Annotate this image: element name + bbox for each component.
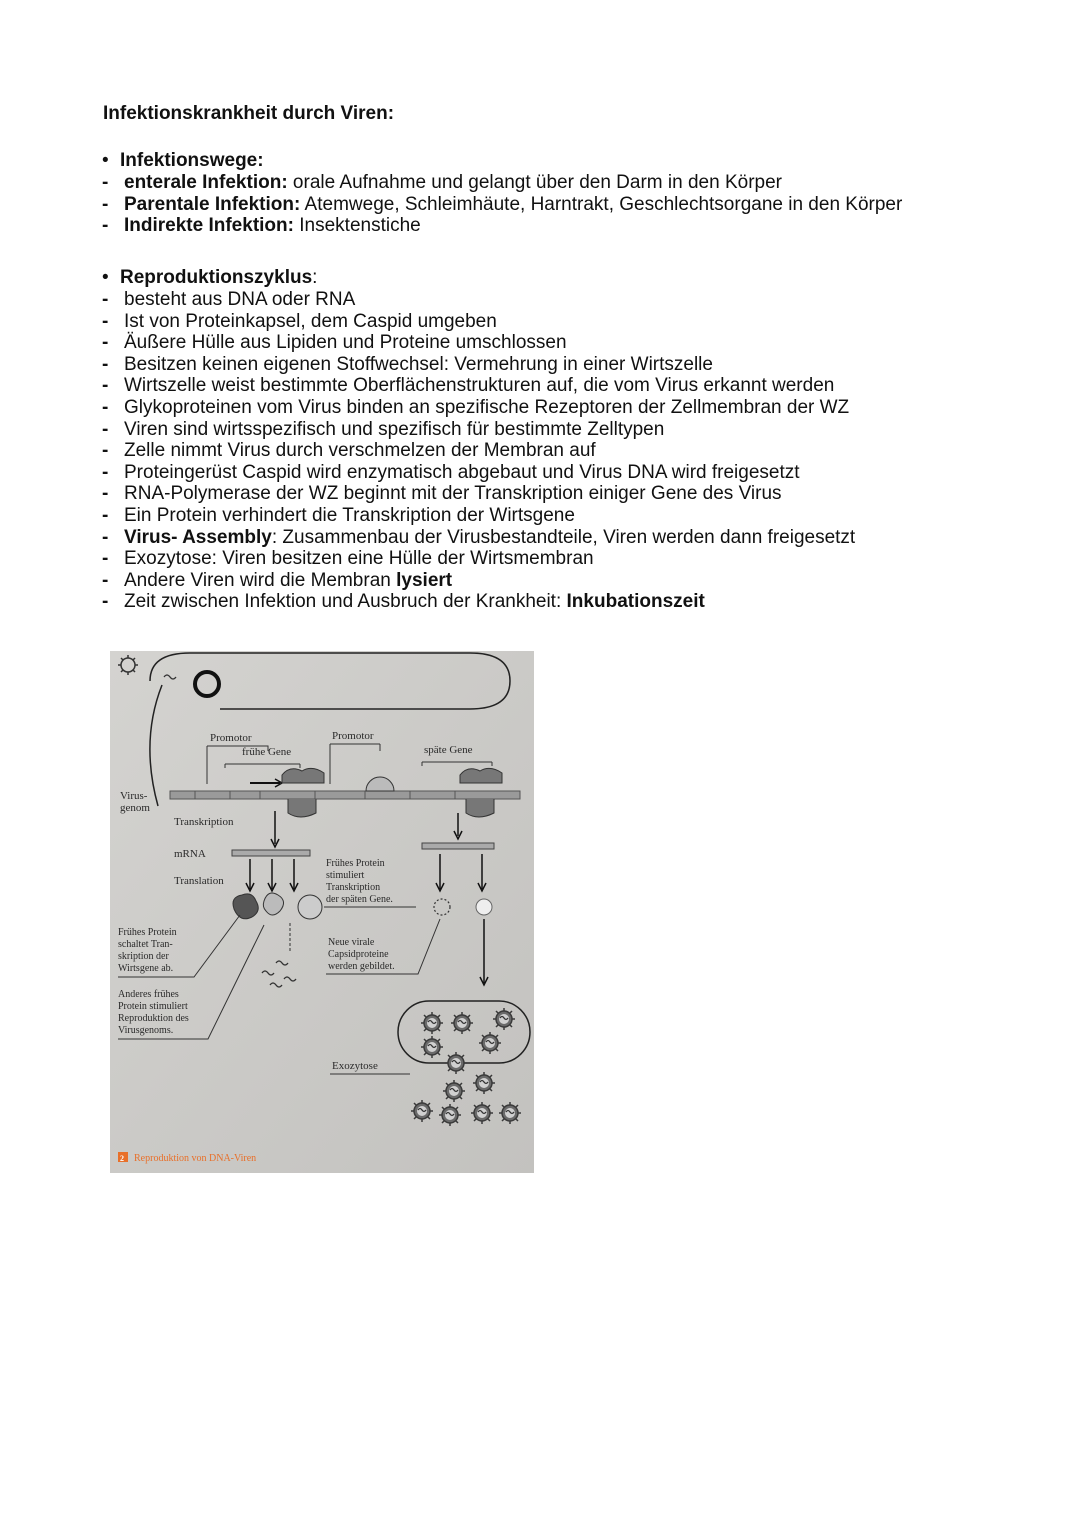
dash-icon: - xyxy=(102,310,109,332)
dash-icon: - xyxy=(102,440,109,462)
label-virus-genom-2: genom xyxy=(120,802,150,814)
label-translation: Translation xyxy=(174,875,224,887)
list-item: - Viren sind wirtsspezifisch und spezifisch für bestimmte Zelltypen xyxy=(102,418,665,440)
figure-svg xyxy=(110,651,534,1173)
dash-icon: - xyxy=(102,375,109,397)
section-title: • Reproduktionszyklus: xyxy=(102,267,318,288)
label-exozytose: Exozytose xyxy=(332,1060,378,1072)
dash-icon: - xyxy=(102,591,109,613)
label-fp-stim-1: Frühes Protein xyxy=(326,858,385,869)
virion-icon xyxy=(471,1102,493,1124)
virion-icon xyxy=(493,1008,515,1030)
label-fp-stim-2: stimuliert xyxy=(326,870,365,881)
label-fp-schaltet-2: schaltet Tran- xyxy=(118,939,173,950)
capsid-protein-icon xyxy=(476,899,492,915)
dash-icon: - xyxy=(102,396,109,418)
list-item: - besteht aus DNA oder RNA xyxy=(102,289,356,310)
virion-icon xyxy=(499,1102,521,1124)
label-promotor-2: Promotor xyxy=(332,730,374,742)
list-item: - Parentale Infektion: Atemwege, Schleimhäute, Harntrakt, Geschlechtsorgane in den Körper xyxy=(102,193,903,215)
infektionswege-list xyxy=(102,172,902,237)
label-fp-schaltet-3: skription der xyxy=(118,951,169,962)
virion-icon xyxy=(439,1104,461,1126)
list-item: - Zelle nimmt Virus durch verschmelzen der Membran auf xyxy=(102,440,596,462)
virion-icon xyxy=(451,1012,473,1034)
label-anderes-2: Protein stimuliert xyxy=(118,1001,188,1012)
dash-icon: - xyxy=(102,289,109,310)
dash-icon: - xyxy=(102,418,109,440)
figure-caption: Reproduktion von DNA-Viren xyxy=(134,1153,257,1164)
rna-polymerase-icon xyxy=(282,768,324,783)
bullet-icon: • xyxy=(102,267,109,288)
dash-icon: - xyxy=(102,526,109,548)
virion-icon xyxy=(421,1012,443,1034)
section-infektionswege xyxy=(102,150,902,237)
list-item: - enterale Infektion: orale Aufnahme und gelangt über den Darm in den Körper xyxy=(102,172,782,193)
dash-icon: - xyxy=(102,483,109,505)
list-item: - Glykoproteinen vom Virus binden an spezifische Rezeptoren der Zellmembran der WZ xyxy=(102,396,850,418)
label-transkription: Transkription xyxy=(174,816,234,828)
bullet-icon: • xyxy=(102,150,109,171)
label-fruehe-gene: frühe Gene xyxy=(242,746,292,758)
section-reproduktionszyklus xyxy=(102,267,855,613)
dash-icon: - xyxy=(102,332,109,354)
list-item: - RNA-Polymerase der WZ beginnt mit der Transkription einiger Gene des Virus xyxy=(102,483,782,505)
list-item: - Besitzen keinen eigenen Stoffwechsel: Vermehrung in einer Wirtszelle xyxy=(102,353,713,375)
label-virus-genom-1: Virus- xyxy=(120,790,148,802)
label-anderes-3: Reproduktion des xyxy=(118,1013,189,1024)
virion-icon xyxy=(473,1072,495,1094)
reproduktionszyklus-list xyxy=(102,289,855,613)
dna-virus-reproduction-figure xyxy=(110,651,534,1173)
label-neue-capsid-2: Capsidproteine xyxy=(328,949,389,960)
late-mrna-strand xyxy=(422,843,494,849)
label-fp-stim-4: der späten Gene. xyxy=(326,894,393,905)
virion-icon xyxy=(421,1036,443,1058)
dash-icon: - xyxy=(102,504,109,526)
virion-icon xyxy=(445,1052,467,1074)
virion-icon xyxy=(479,1032,501,1054)
label-anderes-1: Anderes frühes xyxy=(118,989,179,1000)
label-fp-schaltet-4: Wirtsgene ab. xyxy=(118,963,174,974)
rna-polymerase-icon xyxy=(460,768,502,783)
early-mrna-strand xyxy=(232,850,310,856)
caption-number: 2 xyxy=(120,1154,124,1163)
label-neue-capsid-3: werden gebildet. xyxy=(328,961,395,972)
dash-icon: - xyxy=(102,353,109,375)
virion-icon xyxy=(411,1100,433,1122)
list-item: - Andere Viren wird die Membran lysiert xyxy=(102,569,453,591)
list-item: - Virus- Assembly: Zusammenbau der Virusbestandteile, Viren werden dann freigesetzt xyxy=(102,526,856,548)
dash-icon: - xyxy=(102,548,109,570)
virion-icon xyxy=(443,1080,465,1102)
list-item: - Ist von Proteinkapsel, dem Caspid umgeben xyxy=(102,310,497,332)
virus-genome-strand xyxy=(170,791,520,799)
dash-icon: - xyxy=(102,569,109,591)
dash-icon: - xyxy=(102,193,109,215)
label-fp-stim-3: Transkription xyxy=(326,882,381,893)
dash-icon: - xyxy=(102,215,109,237)
early-protein-3-icon xyxy=(298,895,322,919)
figure-background xyxy=(110,651,534,1173)
page-title: Infektionskrankheit durch Viren: xyxy=(103,103,395,124)
list-item: - Wirtszelle weist bestimmte Oberflächenstrukturen auf, die vom Virus erkannt werden xyxy=(102,375,835,397)
label-neue-capsid-1: Neue virale xyxy=(328,937,375,948)
list-item: - Indirekte Infektion: Insektenstiche xyxy=(102,215,421,237)
label-mrna: mRNA xyxy=(174,848,206,860)
list-item: - Exozytose: Viren besitzen eine Hülle der Wirtsmembran xyxy=(102,548,594,570)
list-item: - Ein Protein verhindert die Transkription der Wirtsgene xyxy=(102,504,575,526)
dash-icon: - xyxy=(102,461,109,483)
list-item: - Äußere Hülle aus Lipiden und Proteine umschlossen xyxy=(102,332,567,354)
section-title: • Infektionswege: xyxy=(102,150,264,171)
dash-icon: - xyxy=(102,172,109,193)
list-item: - Proteingerüst Caspid wird enzymatisch abgebaut und Virus DNA wird freigesetzt xyxy=(102,461,800,483)
list-item: - Zeit zwischen Infektion und Ausbruch der Krankheit: Inkubationszeit xyxy=(102,591,705,613)
label-spaete-gene: späte Gene xyxy=(424,744,473,756)
label-fp-schaltet-1: Frühes Protein xyxy=(118,927,177,938)
label-anderes-4: Virusgenoms. xyxy=(118,1025,174,1036)
label-promotor-1: Promotor xyxy=(210,732,252,744)
